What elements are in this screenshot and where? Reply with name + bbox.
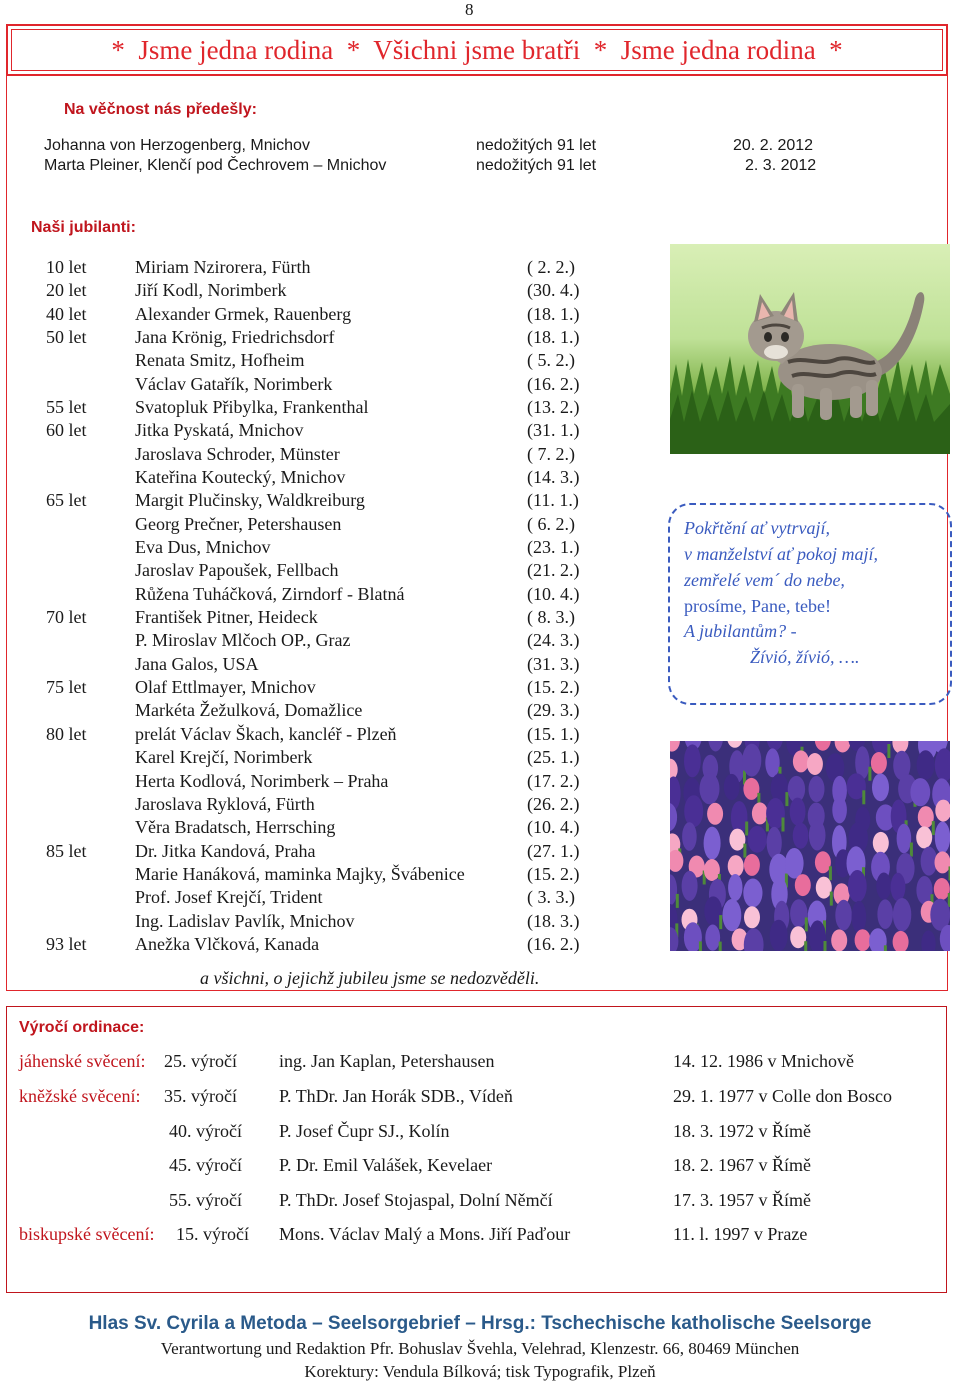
tulip-blossom [934,878,950,900]
jubilant-name: prelát Václav Škach, kancléř - Plzeň [135,724,397,744]
flower-leaf [676,894,679,908]
ordination-type: kněžské svěcení: [19,1086,141,1106]
flower-leaf [719,915,722,929]
hyacinth-blossom [724,774,740,800]
hyacinth-blossom [704,827,721,860]
jubilant-date: (26. 2.) [527,794,580,814]
jubilant-name: Jiří Kodl, Norimberk [135,280,287,300]
jubilant-name: Jitka Pyskatá, Mnichov [135,420,304,440]
flower-leaf [948,893,950,907]
hyacinth-blossom [728,874,742,901]
jubilant-name: Věra Bradatsch, Herrsching [135,817,336,837]
hyacinth-blossom [876,873,891,900]
anniversary-number: 40. výročí [169,1121,242,1141]
jubilant-date: ( 3. 3.) [527,887,575,907]
flower-leaf [949,866,951,880]
hyacinth-blossom [832,797,847,824]
flower-leaf [829,866,832,880]
deceased-row [44,137,844,157]
jubilant-name: Jaroslava Schroder, Münster [135,444,340,464]
jubilant-date: (16. 2.) [527,374,580,394]
prayer-line: prosíme, Pane, tebe! [684,596,831,616]
hyacinth-blossom [891,873,906,901]
jubilant-date: ( 7. 2.) [527,444,575,464]
prayer-line: Žívió, žívió, …. [750,647,860,667]
banner-inner-frame [11,29,943,71]
tulip-blossom [807,753,823,775]
hyacinth-blossom [770,920,788,951]
hyacinth-blossom [835,900,852,931]
jubilant-name: Růžena Tuháčková, Zirndorf - Blatná [135,584,405,604]
jubilant-name: František Pitner, Heideck [135,607,318,627]
flower-leaf [745,822,748,836]
flower-leaf [743,844,746,858]
hyacinth-blossom [723,899,742,931]
flower-leaf [932,821,935,835]
jubilant-age: 70 let [46,607,87,627]
jubilant-age: 55 let [46,397,87,417]
jubilant-name: Anežka Vlčková, Kanada [135,934,320,954]
hyacinth-blossom [872,773,889,801]
ordained-name: ing. Jan Kaplan, Petershausen [279,1051,495,1071]
jubilants-title: Naši jubilanti: [31,219,136,236]
hyacinth-blossom [682,822,697,851]
jubilant-name: Herta Kodlová, Norimberk – Praha [135,771,389,791]
anniversary-number: 35. výročí [164,1086,237,1106]
deceased-date: 20. 2. 2012 [733,137,814,154]
tulip-blossom [707,803,723,825]
jubilant-age: 50 let [46,327,87,347]
jubilant-date: (27. 1.) [527,841,580,861]
jubilant-name: Olaf Ettlmayer, Mnichov [135,677,316,697]
flower-leaf [884,945,887,951]
flower-leaf [830,892,833,906]
hyacinth-blossom [809,820,826,850]
jubilant-name: Markéta Žežulková, Domažlice [135,700,363,720]
jubilant-date: (16. 2.) [527,934,580,954]
page-number: 8 [465,0,474,19]
hyacinth-blossom [793,823,809,849]
hyacinth-blossom [916,876,932,904]
jubilant-age: 40 let [46,304,87,324]
ordination-date: 17. 3. 1957 v Římě [673,1190,811,1210]
jubilant-date: (18. 1.) [527,327,580,347]
closing-line: a všichni, o jejichž jubileu jsme se nedozvěděli. [200,968,540,988]
hyacinth-blossom [877,899,893,929]
tulip-blossom [752,802,768,824]
banner-box [6,24,948,76]
jubilant-date: (29. 3.) [527,700,580,720]
hyacinth-blossom [785,848,804,879]
jubilant-age: 85 let [46,841,87,861]
jubilant-name: Prof. Josef Krejčí, Trident [135,887,323,907]
tulip-blossom [873,832,889,854]
flower-leaf [804,941,807,951]
anniversary-number: 25. výročí [164,1051,237,1071]
banner-text: * Jsme jedna rodina * Všichni jsme bratři * Jsme jedna rodina * [111,34,843,65]
footer-print-line: Korektury: Vendula Bílková; tisk Typografik, Plzeň [304,1362,656,1381]
jubilant-age: 10 let [46,257,87,277]
tulip-blossom [728,855,744,877]
jubilant-date: (13. 2.) [527,397,580,417]
jubilant-age: 65 let [46,490,87,510]
anniversaries-title: Výročí ordinace: [19,1019,145,1036]
jubilant-date: (11. 1.) [527,490,579,510]
hyacinth-blossom [684,744,701,777]
jubilant-date: ( 8. 3.) [527,607,575,627]
jubilant-date: ( 2. 2.) [527,257,575,277]
jubilant-date: (15. 1.) [527,724,580,744]
tulip-blossom [729,829,745,851]
flower-leaf [782,818,785,832]
deceased-name: Johanna von Herzogenberg, Mnichov [44,137,310,154]
footer-title: Hlas Sv. Cyrila a Metoda – Seelsorgebrief – Hrsg.: Tschechische katholische Seelsorge [88,1313,872,1334]
tulip-blossom [744,906,760,928]
anniversary-number: 55. výročí [169,1190,242,1210]
jubilant-date: (10. 4.) [527,584,580,604]
tulip-blossom [743,778,759,800]
hyacinth-blossom [742,744,761,777]
jubilant-name: Jaroslava Ryklová, Fürth [135,794,315,814]
jubilant-name: Jana Krönig, Friedrichsdorf [135,327,335,347]
tulip-blossom [815,851,831,873]
tulip-blossom [816,877,832,899]
hyacinth-blossom [848,870,867,902]
anniversary-row [19,1051,939,1075]
kitten-photo [670,244,950,454]
tulip-blossom [855,929,871,951]
deceased-age: nedožitých 91 let [476,137,597,154]
hyacinth-blossom [809,776,825,802]
tulip-blossom [744,854,760,876]
jubilant-date: (23. 1.) [527,537,580,557]
jubilant-date: (21. 2.) [527,560,580,580]
flower-leaf [887,744,890,758]
jubilant-date: (17. 2.) [527,771,580,791]
flower-leaf [868,767,871,781]
kitten-illustration [670,244,950,454]
flowers-photo [670,741,950,951]
jubilant-name: Jana Galos, USA [135,654,259,674]
hyacinth-blossom [705,925,720,951]
flower-leaf [699,941,702,951]
jubilant-date: (10. 4.) [527,817,580,837]
footer-editor-line: Verantwortung und Redaktion Pfr. Bohuslav Švehla, Velehrad, Klenzestr. 66, 80469 München [160,1339,800,1358]
jubilant-age: 60 let [46,420,87,440]
jubilant-date: ( 6. 2.) [527,514,575,534]
hyacinth-blossom [684,795,703,827]
tulip-blossom [871,752,887,774]
jubilant-age: 20 let [46,280,87,300]
ordained-name: P. Josef Čupr SJ., Kolín [279,1121,450,1141]
hyacinth-blossom [790,798,806,826]
jubilant-date: (15. 2.) [527,864,580,884]
anniversary-number: 15. výročí [176,1224,249,1244]
tulip-blossom [790,926,806,948]
jubilant-name: Václav Gatařík, Norimberk [135,374,333,394]
jubilant-date: (25. 1.) [527,747,580,767]
ordained-name: Mons. Václav Malý a Mons. Jiří Paďour [279,1224,571,1244]
deceased-date: 2. 3. 2012 [745,157,817,174]
ordination-date: 18. 3. 1972 v Římě [673,1121,811,1141]
jubilant-date: (31. 1.) [527,420,580,440]
jubilant-name: Eva Dus, Mnichov [135,537,271,557]
flower-leaf [785,792,788,806]
jubilant-name: Kateřina Koutecký, Mnichov [135,467,346,487]
jubilant-date: (31. 3.) [527,654,580,674]
jubilant-name: Margit Plučinsky, Waldkreiburg [135,490,365,510]
jubilant-age: 75 let [46,677,87,697]
ordained-name: P. ThDr. Jan Horák SDB., Vídeň [279,1086,513,1106]
ordination-date: 14. 12. 1986 v Mnichově [673,1051,854,1071]
hyacinth-blossom [700,773,720,804]
jubilant-name: Marie Hanáková, maminka Majky, Švábenice [135,864,465,884]
hyacinth-blossom [893,898,911,931]
tulip-blossom [935,851,951,873]
anniversaries-box [6,1006,947,1293]
jubilant-name: Alexander Grmek, Rauenberg [135,304,352,324]
anniversary-row [19,1224,939,1248]
jubilant-name: Ing. Ladislav Pavlík, Mnichov [135,911,355,931]
hyacinth-blossom [917,750,935,780]
jubilant-name: P. Miroslav Mlčoch OP., Graz [135,630,351,650]
deceased-row [44,157,844,177]
jubilant-name: Miriam Nzirorera, Fürth [135,257,311,277]
jubilant-name: Dr. Jitka Kandová, Praha [135,841,316,861]
tulip-blossom [831,929,847,951]
anniversary-row [19,1190,939,1214]
hyacinth-blossom [765,748,779,777]
jubilant-name: Svatopluk Přibylka, Frankenthal [135,397,369,417]
flower-leaf [910,843,913,857]
deceased-name: Marta Pleiner, Klenčí pod Čechrovem – Mnichov [44,157,387,174]
anniversary-number: 45. výročí [169,1155,242,1175]
ordination-type: biskupské svěcení: [19,1224,155,1244]
jubilant-date: (15. 2.) [527,677,580,697]
hyacinth-blossom [748,826,767,853]
ordination-date: 18. 2. 1967 v Římě [673,1155,811,1175]
ordination-date: 29. 1. 1977 v Colle don Bosco [673,1086,892,1106]
jubilant-name: Jaroslav Papoušek, Fellbach [135,560,339,580]
flower-leaf [824,941,827,951]
jubilant-date: ( 5. 2.) [527,350,575,370]
ordination-date: 11. l. 1997 v Praze [673,1224,808,1244]
hyacinth-blossom [935,822,950,854]
tulip-blossom [793,750,809,772]
deceased-title: Na věčnost nás předešly: [64,101,257,118]
jubilant-date: (14. 3.) [527,467,580,487]
ordination-type: jáhenské svěcení: [19,1051,146,1071]
tulip-blossom [704,859,720,881]
anniversary-row [19,1155,939,1179]
flower-leaf [719,942,722,951]
deceased-age: nedožitých 91 let [476,157,597,174]
jubilant-date: (24. 3.) [527,630,580,650]
hyacinth-blossom [743,879,762,908]
jubilant-age: 93 let [46,934,87,954]
jubilant-age: 80 let [46,724,87,744]
flower-leaf [862,790,865,804]
hyacinth-blossom [910,778,930,806]
hyacinth-blossom [682,871,698,901]
prayer-line: v manželství ať pokoj mají, [684,544,879,564]
hyacinth-blossom [852,901,867,933]
ordained-name: P. ThDr. Josef Stojaspal, Dolní Němčí [279,1190,553,1210]
prayer-line: Pokřtění ať vytrvají, [684,518,831,538]
hyacinth-blossom [897,824,912,854]
jubilant-date: (30. 4.) [527,280,580,300]
flower-leaf [805,917,808,931]
jubilant-name: Renata Smitz, Hofheim [135,350,305,370]
jubilant-date: (18. 1.) [527,304,580,324]
ordained-name: P. Dr. Emil Valášek, Kevelaer [279,1155,493,1175]
jubilant-name: Georg Prečner, Petershausen [135,514,342,534]
tulip-blossom [795,874,811,896]
tulip-blossom [916,826,932,848]
prayer-line: zemřelé vem´ do nebe, [684,570,845,590]
flowers-illustration [670,741,950,951]
prayer-line: A jubilantům? - [684,621,797,641]
jubilant-name: Karel Krejčí, Norimberk [135,747,313,767]
anniversary-row [19,1121,939,1145]
anniversary-row [19,1086,939,1110]
jubilant-date: (18. 3.) [527,911,580,931]
tulip-blossom [918,806,934,828]
